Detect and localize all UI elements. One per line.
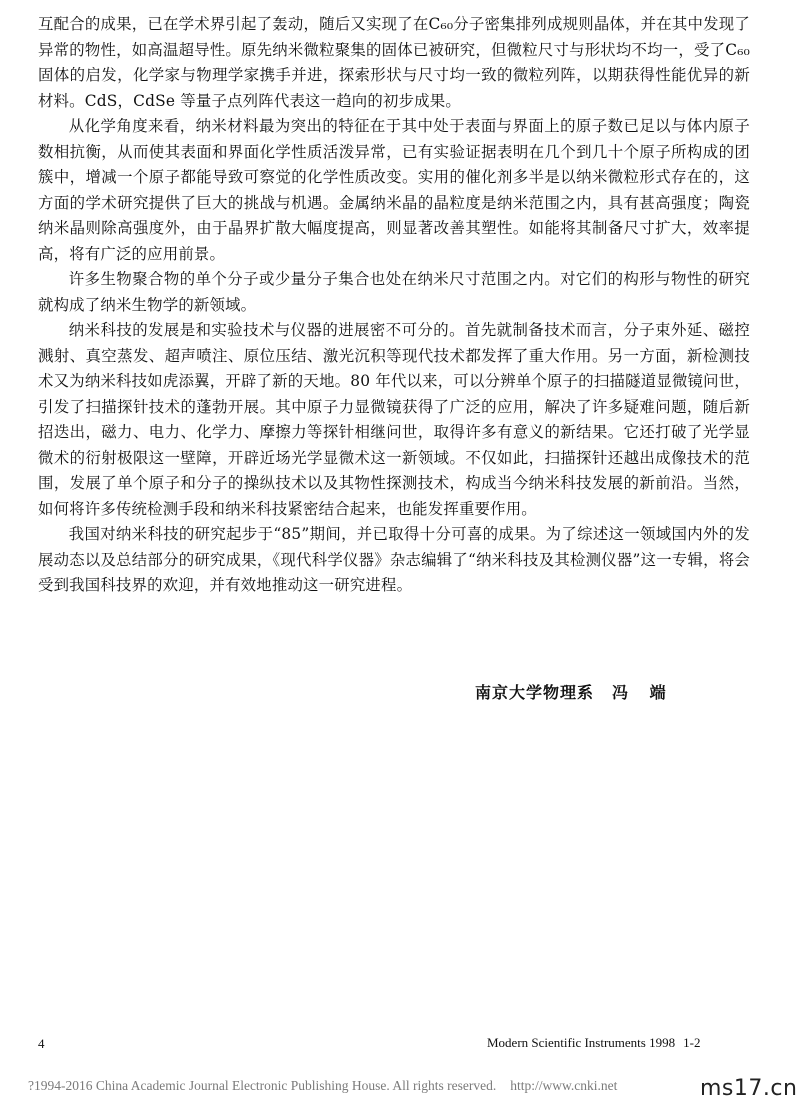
paragraph-china-research: 我国对纳米科技的研究起步于“85”期间，并已取得十分可喜的成果。为了综述这一领域国内外的发展动态以及总结部分的研究成果，《现代科学仪器》杂志编辑了“纳米科技及其检测仪器”这一专辑，将会受到我国科技界的欢迎，并有效地推动这一研究进程。 xyxy=(38,525,750,594)
author-name: 冯 端 xyxy=(612,683,674,702)
site-watermark: ms17.cn xyxy=(700,1076,798,1101)
journal-name: Modern Scientific Instruments 1998 xyxy=(487,1035,676,1050)
paragraph-continuation: 互配合的成果，已在学术界引起了轰动，随后又实现了在C₆₀分子密集排列成规则晶体，并在其中发现了异常的物性，如高温超导性。原先纳米微粒聚集的固体已被研究，但微粒尺寸与形状均不均一，受了C₆₀固体的启发，化学家与物理学家携手并进，探索形状与尺寸均一致的微粒列阵，以期获得性能优异的新材料。CdS，CdSe 等量子点列阵代表这一趋向的初步成果。 xyxy=(38,15,750,110)
paragraph-instruments: 纳米科技的发展是和实验技术与仪器的进展密不可分的。首先就制备技术而言，分子束外延、磁控溅射、真空蒸发、超声喷注、原位压结、激光沉积等现代技术都发挥了重大作用。另一方面，新检测技术又为纳米科技如虎添翼，开辟了新的天地。80 年代以来，可以分辨单个原子的扫描隧道显微镜问世，引发了扫描探针技术的蓬勃开展。其中原子力显微镜获得了广泛的应用，解决了许多疑难问题，随后新招迭出，磁力、电力、化学力、摩擦力等探针相继问世，取得许多有意义的新结果。它还打破了光学显微术的衍射极限这一壁障，开辟近场光学显微术这一新领域。不仅如此，扫描探针还越出成像技术的范围，发展了单个原子和分子的操纵技术以及其物性探测技术，构成当今纳米科技发展的新前沿。当然，如何将许多传统检测手段和纳米科技紧密结合起来，也能发挥重要作用。 xyxy=(38,321,750,518)
author-affiliation: 南京大学物理系 xyxy=(475,683,595,702)
copyright-text: ?1994-2016 China Academic Journal Electronic Publishing House. All rights reserved. xyxy=(28,1078,497,1093)
paragraph-chemistry: 从化学角度来看，纳米材料最为突出的特征在于其中处于表面与界面上的原子数已足以与体内原子数相抗衡，从而使其表面和界面化学性质活泼异常，已有实验证据表明在几个到几十个原子所构成的团簇中，增减一个原子都能导致可察觉的化学性质改变。实用的催化剂多半是以纳米微粒形式存在的，这方面的学术研究提供了巨大的挑战与机遇。金属纳米晶的晶粒度是纳米范围之内，具有甚高强度；陶瓷纳米晶则除高强度外，由于晶界扩散大幅度提高，则显著改善其塑性。如能将其制备尺寸扩大，效率提高，将有广泛的应用前景。 xyxy=(38,117,750,263)
journal-footer xyxy=(487,1035,700,1051)
article-body xyxy=(38,12,750,599)
copyright-url[interactable]: http://www.cnki.net xyxy=(510,1078,618,1093)
copyright-notice xyxy=(28,1078,617,1094)
journal-issue: 1-2 xyxy=(683,1035,701,1050)
page-number: 4 xyxy=(38,1036,45,1051)
author-signature xyxy=(475,680,705,703)
paragraph-biology: 许多生物聚合物的单个分子或少量分子集合也处在纳米尺寸范围之内。对它们的构形与物性的研究就构成了纳米生物学的新领域。 xyxy=(38,270,750,314)
